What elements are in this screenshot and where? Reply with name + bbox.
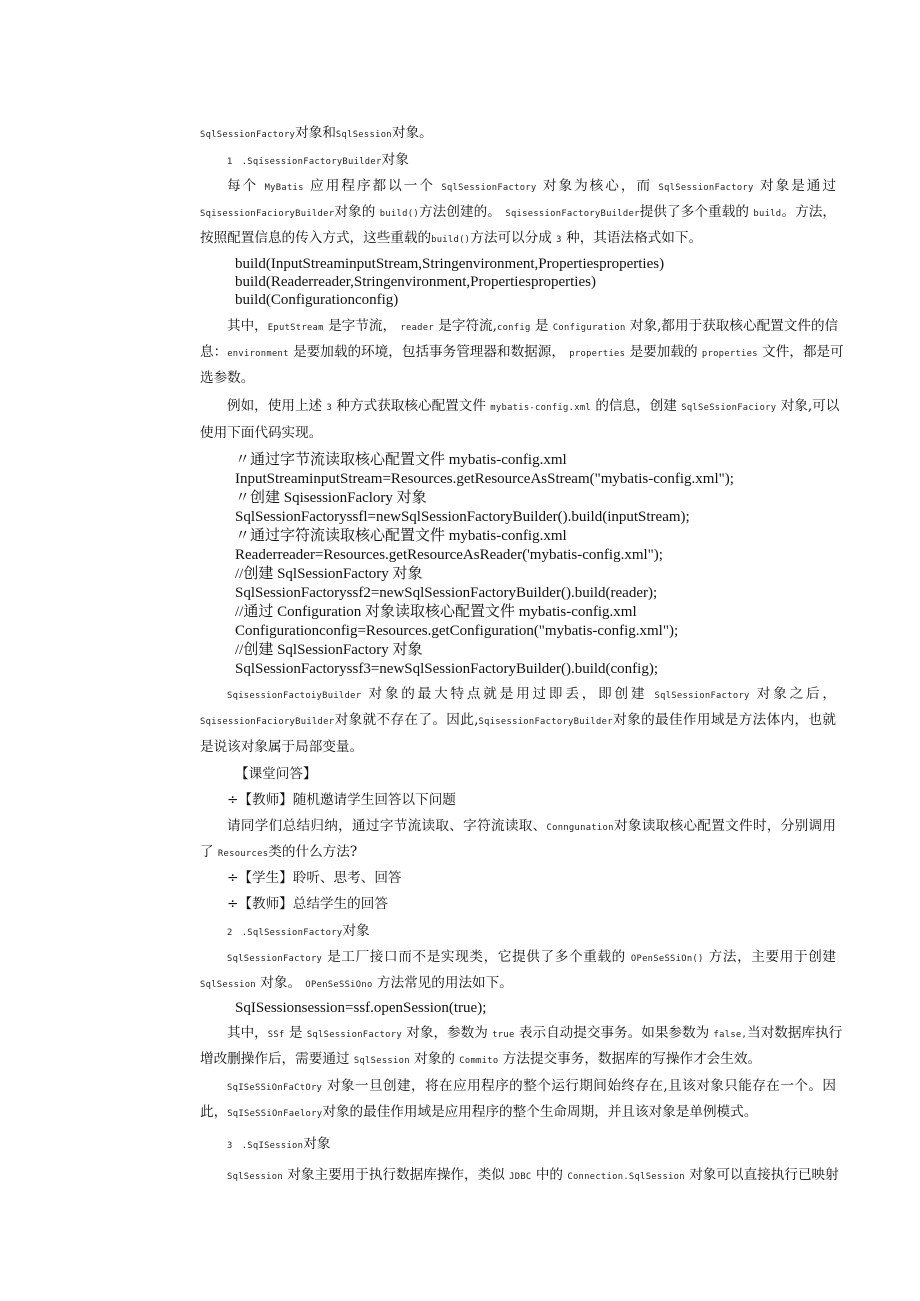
paragraph-line: 使用下面代码实现。 bbox=[200, 425, 323, 441]
paragraph-line: 息：environment 是要加载的环境，包括事务管理器和数据源， properties 是要加载的 properties 文件，都是可 bbox=[200, 344, 844, 360]
code-line: build(Readerreader,Stringenvironment,Propertiesproperties) bbox=[235, 274, 596, 290]
paragraph-line: SqisessionFacioryBuilder对象就不存在了。因此,SqisessionFactoryBuilder对象的最佳作用域是方法体内，也就 bbox=[200, 712, 837, 728]
paragraph-line: 是说该对象属于局部变量。 bbox=[200, 739, 364, 755]
paragraph-line: 增改删操作后，需要通过 SqlSession 对象的 Commito 方法提交事务，数据库的写操作才会生效。 bbox=[200, 1051, 762, 1067]
paragraph-line: SqlSessionFactory 是工厂接口而不是实现类，它提供了多个重载的 OPenSeSSiOn() 方法，主要用于创建 bbox=[227, 949, 837, 965]
code-line: SqlSessionFactoryssfl=newSqlSessionFactoryBuilder().build(inputStream); bbox=[235, 509, 690, 525]
paragraph-line: 例如，使用上述 3 种方式获取核心配置文件 mybatis-config.xml 的信息，创建 SqlSeSsionFaciory 对象,可以 bbox=[227, 398, 840, 414]
code-line: Configurationconfig=Resources.getConfiguration("mybatis-config.xml"); bbox=[235, 623, 679, 639]
section-heading-2: 2 .SqlSessionFactory对象 bbox=[227, 923, 370, 939]
paragraph-line: 按照配置信息的传入方式，这些重载的build()方法可以分成 3 种，其语法格式如下。 bbox=[200, 230, 703, 246]
code-line: SqlSessionFactoryssf3=newSqlSessionFactoryBuilder().build(config); bbox=[235, 661, 659, 677]
code-comment: 〃通过字节流读取核心配置文件 mybatis-config.xml bbox=[235, 452, 567, 468]
paragraph-line: 此，SqISeSSiOnFaelory对象的最佳作用域是应用程序的整个生命周期，并且该对象是单例模式。 bbox=[200, 1104, 758, 1120]
text-line: SqlSessionFactory对象和SqlSession对象。 bbox=[200, 125, 433, 141]
code-comment: 〃通过字符流读取核心配置文件 mybatis-config.xml bbox=[235, 528, 567, 544]
paragraph-line: 选参数。 bbox=[200, 370, 255, 386]
paragraph-line: SqlSession 对象。 OPenSeSSiOno 方法常见的用法如下。 bbox=[200, 975, 513, 991]
bullet-teacher-summary: ÷【教师】总结学生的回答 bbox=[227, 896, 388, 912]
code-comment: //创建 SqlSessionFactory 对象 bbox=[235, 642, 423, 658]
paragraph-line: SqisessionFactoiyBuilder 对象的最大特点就是用过即丢，即创建 SqlSessionFactory 对象之后， bbox=[227, 686, 836, 702]
paragraph-line: 其中，EputStream 是字节流， reader 是字符流,config 是 Configuration 对象,都用于获取核心配置文件的信 bbox=[227, 318, 839, 334]
code-line: SqISessionsession=ssf.openSession(true); bbox=[235, 1000, 487, 1016]
bullet-student: ÷【学生】聆听、思考、回答 bbox=[227, 870, 402, 886]
paragraph-line: SqisessionFacioryBuilder对象的 build()方法创建的。 SqisessionFactoryBuilder提供了多个重载的 build。方法， bbox=[200, 204, 837, 220]
paragraph-line: SqISeSSiOnFaCtOry 对象一旦创建，将在应用程序的整个运行期间始终存在,且该对象只能存在一个。因 bbox=[227, 1078, 836, 1094]
section-heading-1: 1 .SqisessionFactoryBuilder对象 bbox=[227, 152, 409, 168]
code-comment: 〃创建 SqisessionFaclory 对象 bbox=[235, 490, 427, 506]
code-comment: //通过 Configuration 对象读取核心配置文件 mybatis-config.xml bbox=[235, 604, 637, 620]
code-line: InputStreaminputStream=Resources.getResourceAsStream("mybatis-config.xml"); bbox=[235, 471, 734, 487]
classroom-qa-heading: 【课堂问答】 bbox=[235, 766, 317, 782]
paragraph-line: 请同学们总结归纳，通过字节流读取、字符流读取、Conngunation对象读取核心配置文件时，分别调用 bbox=[227, 818, 836, 834]
paragraph-line: 了 Resources类的什么方法? bbox=[200, 844, 358, 860]
paragraph-line: 其中，SSf 是 SqlSessionFactory 对象，参数为 true 表示自动提交事务。如果参数为 false,当对数据库执行 bbox=[227, 1025, 843, 1041]
paragraph-line: SqlSession 对象主要用于执行数据库操作，类似 JDBC 中的 Connection.SqlSession 对象可以直接执行已映射 bbox=[227, 1167, 839, 1183]
code-line: Readerreader=Resources.getResourceAsReader('mybatis-config.xml"); bbox=[235, 547, 663, 563]
paragraph-line: 每个 MyBatis 应用程序都以一个 SqlSessionFactory 对象为核心，而 SqlSessionFactory 对象是通过 bbox=[227, 178, 837, 194]
code-line: build(Configurationconfig) bbox=[235, 292, 399, 308]
bullet-teacher: ÷【教师】随机邀请学生回答以下问题 bbox=[227, 792, 456, 808]
code-comment: //创建 SqlSessionFactory 对象 bbox=[235, 566, 423, 582]
code-line: SqlSessionFactoryssf2=newSqlSessionFactoryBuilder().build(reader); bbox=[235, 585, 658, 601]
section-heading-3: 3 .SqISession对象 bbox=[227, 1136, 331, 1152]
code-line: build(InputStreaminputStream,Stringenvironment,Propertiesproperties) bbox=[235, 256, 665, 272]
